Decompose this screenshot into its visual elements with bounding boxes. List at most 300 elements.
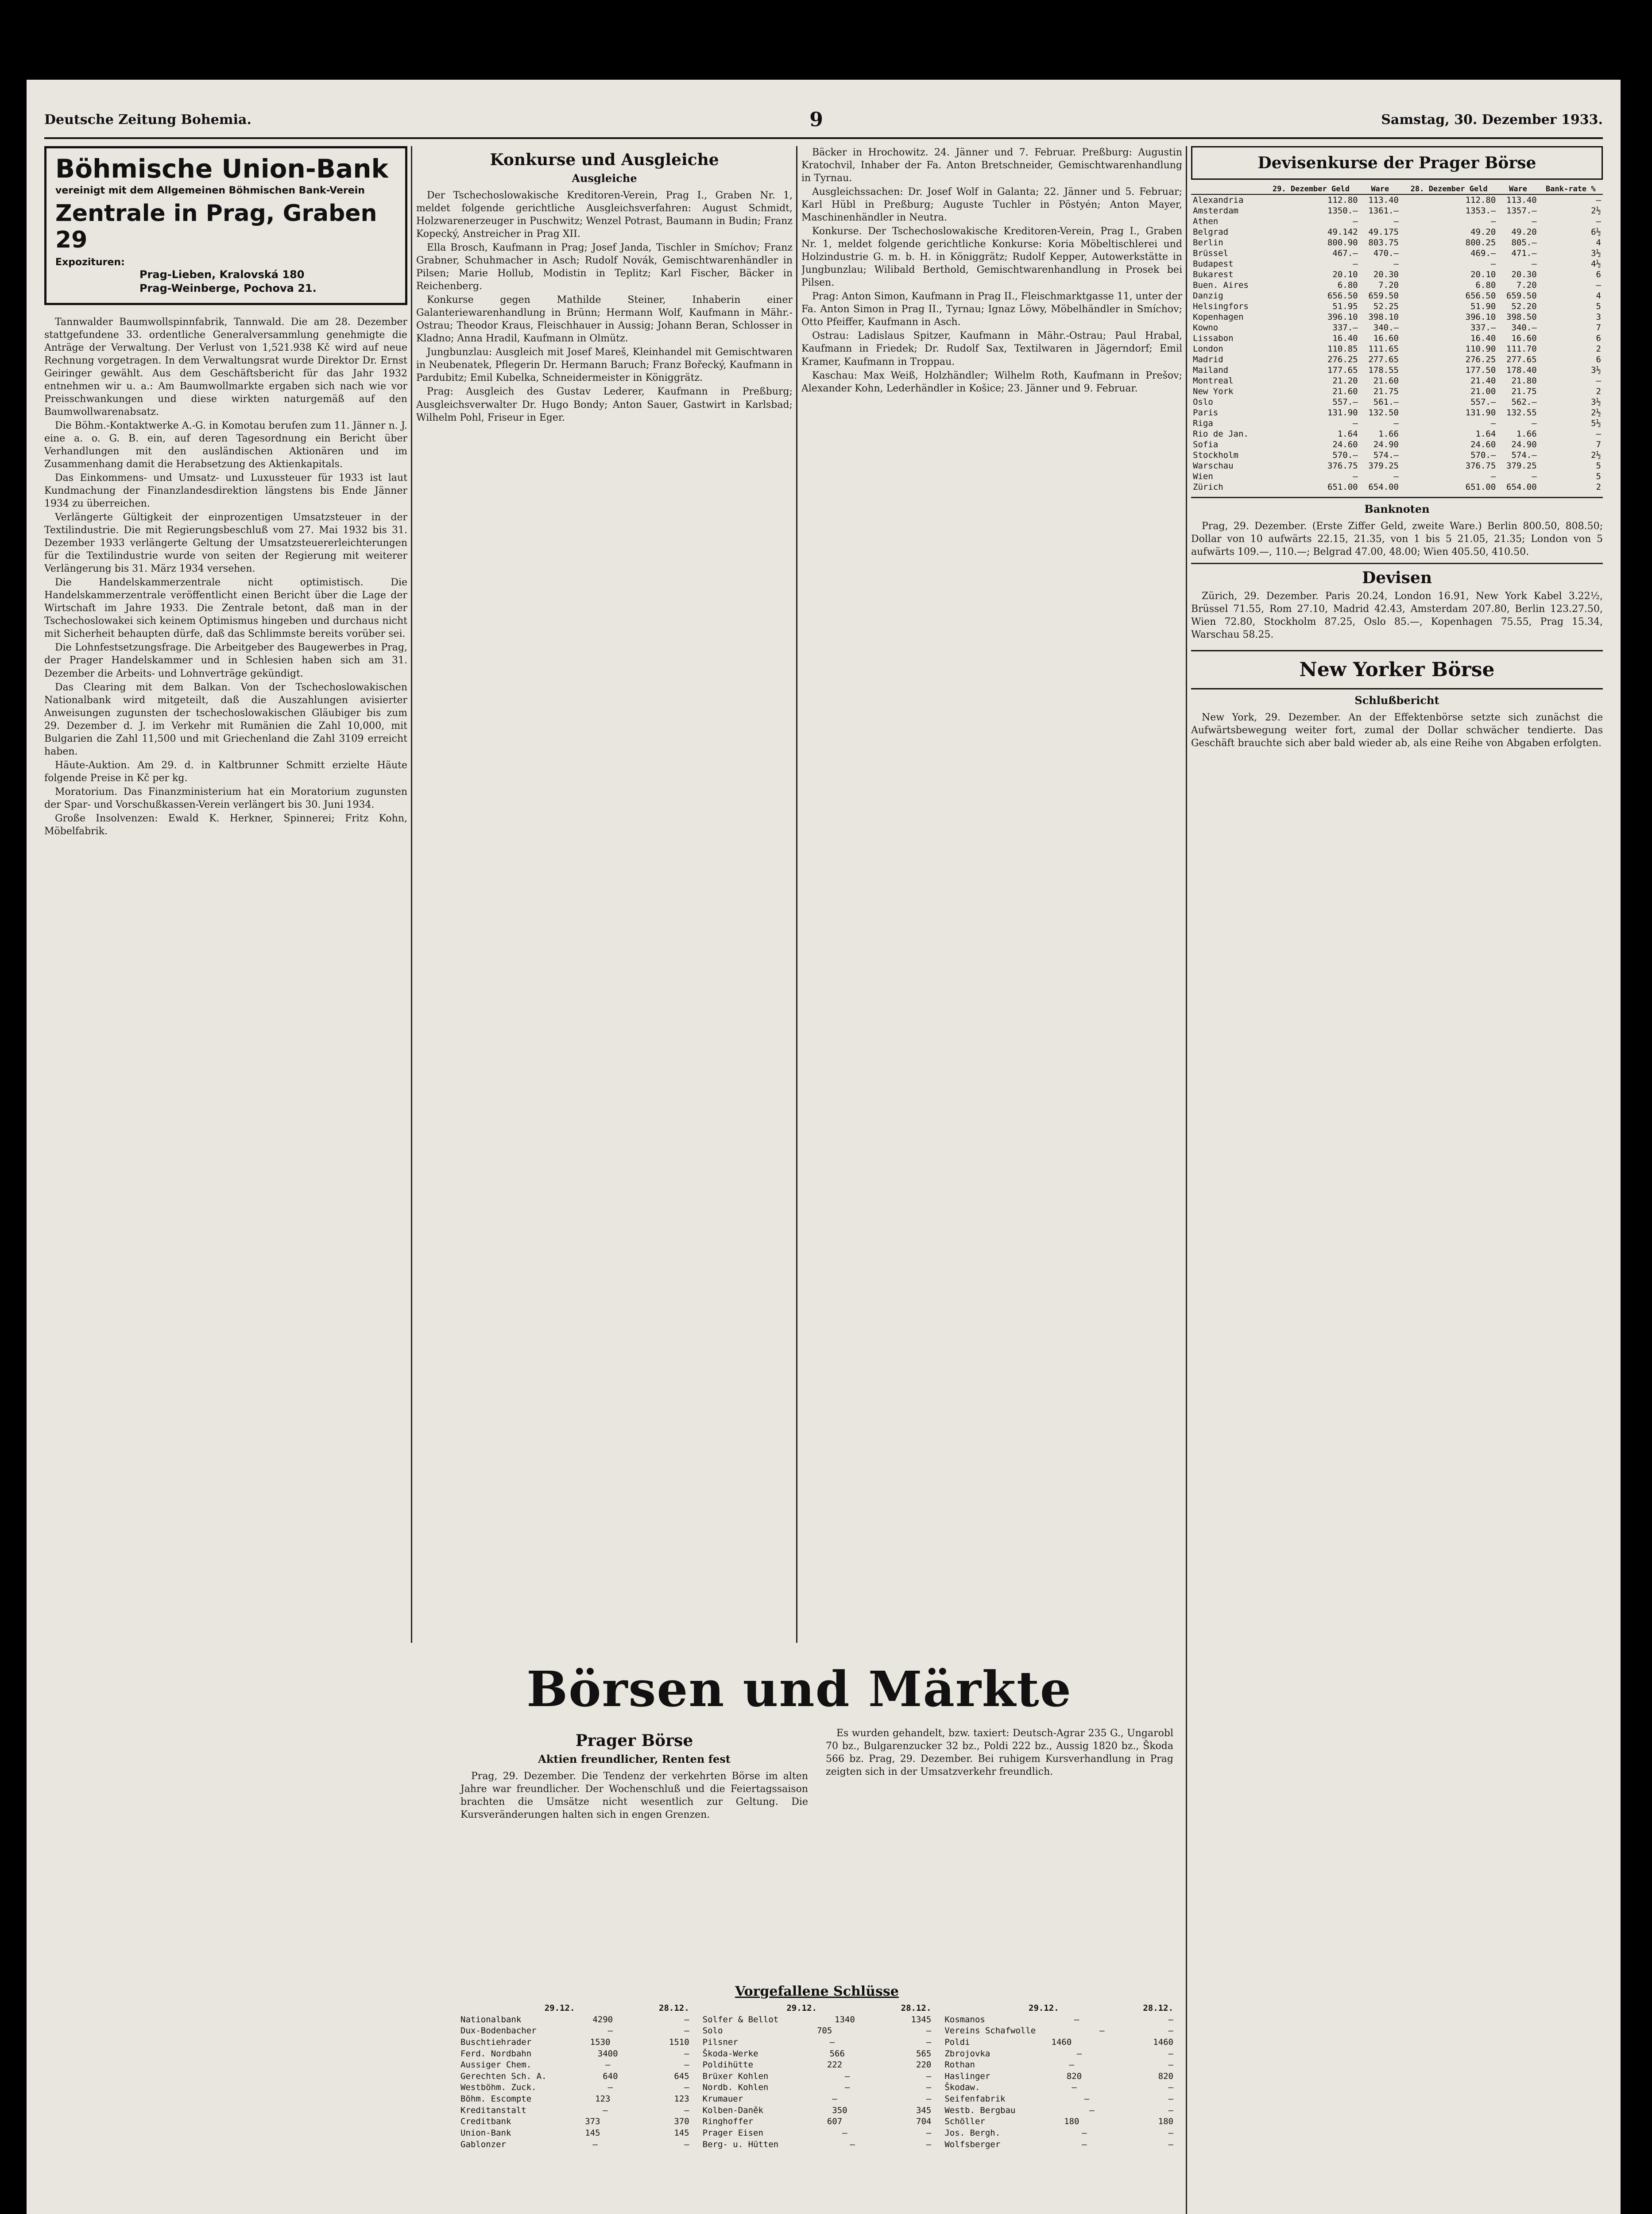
rate-cell: 557.— — [1470, 397, 1496, 407]
table-row — [1191, 205, 1603, 216]
rate-cell: 113.40 — [1368, 195, 1399, 205]
table-row — [1191, 301, 1603, 312]
rate-cell: — — [1596, 429, 1601, 439]
stock-price: — — [603, 2105, 608, 2115]
rate-cell: 470.— — [1373, 248, 1399, 258]
exchange-rates-body — [1191, 194, 1603, 492]
trade-row — [944, 2014, 1173, 2026]
stock-price: 607 — [827, 2117, 843, 2127]
rate-cell: 1.66 — [1378, 429, 1399, 439]
rate-cell: 131.90 — [1465, 408, 1496, 418]
article-paragraph: Es wurden gehandelt, bzw. taxiert: Deutsch-Agrar 235 G., Ungarobl 70 bz., Bulgarenzucker 32 bz., Poldi 222 bz., Aussig 1820 bz., Škoda 566 bz. Prag, 29. Dezember. Bei ruhigem Kursverhandlung in Prag zeigten sich in der Umsatzverkehr freundlich. — [826, 1728, 1173, 1778]
prager-right-column — [826, 1727, 1173, 1822]
table-row — [1191, 259, 1603, 269]
table-row — [1191, 280, 1603, 290]
rate-cell: 49.142 — [1327, 227, 1358, 237]
rate-cell: 7 — [1596, 323, 1601, 333]
rate-cell: 20.10 — [1470, 270, 1496, 279]
prager-exchange-grid — [460, 1727, 1173, 1822]
exchange-rates-table — [1191, 184, 1603, 492]
trade-row — [460, 2082, 689, 2094]
stock-price: — — [1089, 2105, 1095, 2115]
article-paragraph: Ausgleichssachen: Dr. Josef Wolf in Galanta; 22. Jänner und 5. Februar; Karl Hübl in Preßburg; Auguste Tuchler in Pöstyén; Anton Mayer, Maschinenhändler in Neutra. — [801, 186, 1182, 224]
stock-price: 370 — [674, 2117, 689, 2127]
table-row — [1191, 237, 1603, 248]
trade-row — [703, 2037, 932, 2048]
stock-price: — — [926, 2139, 932, 2149]
stock-price: — — [1168, 2048, 1173, 2059]
rate-cell: 7.20 — [1516, 280, 1537, 290]
rate-cell: 803.75 — [1368, 238, 1399, 248]
stock-price: — — [1168, 2060, 1173, 2070]
table-header-row — [1191, 184, 1603, 194]
trade-row — [944, 2071, 1173, 2082]
trades-column — [460, 2003, 689, 2150]
trade-row — [460, 2048, 689, 2060]
trade-row — [460, 2094, 689, 2105]
stock-name: Zbrojovka — [944, 2048, 990, 2059]
stock-name: Nordb. Kohlen — [702, 2082, 769, 2093]
currency-name: Athen — [1193, 217, 1219, 226]
stock-price: — — [1168, 2139, 1173, 2149]
stock-price: — — [1069, 2060, 1074, 2070]
stock-price: — — [1168, 2026, 1173, 2036]
trades-section — [460, 1984, 1173, 2150]
currency-name: Sofia — [1193, 440, 1219, 449]
column-divider — [1186, 146, 1187, 2214]
rate-cell: 24.90 — [1511, 440, 1537, 449]
stock-price: — — [684, 2105, 689, 2115]
stock-name: Böhm. Escompte — [460, 2094, 532, 2104]
stock-price: — — [842, 2128, 847, 2138]
stock-price: 704 — [916, 2117, 932, 2127]
stock-price: 1340 — [835, 2014, 855, 2024]
trade-row — [703, 2128, 932, 2139]
rate-cell: 2 — [1596, 482, 1601, 492]
article-paragraph: Bäcker in Hrochowitz. 24. Jänner und 7. Februar. Preßburg: Augustin Kratochvil, Inhaber der Fa. Anton Bretschneider, Gemischtwarenhandlung in Tyrnau. — [801, 147, 1182, 184]
article-paragraph: Der Tschechoslowakische Kreditoren-Verein, Prag I., Graben Nr. 1, meldet folgende gerichtliche Ausgleichsverfahren: August Schmidt, Holzwarenerzeuger in Puschwitz; Wenzel Potrast, Baumann in Budin; Franz Kopecký, Anstreicher in Prag XII. — [416, 190, 793, 240]
table-row — [1191, 194, 1603, 205]
rate-cell: 6 — [1596, 270, 1601, 279]
stock-name: Škodaw. — [944, 2082, 980, 2093]
rate-cell: — — [1532, 259, 1537, 269]
table-row — [1191, 397, 1603, 407]
trade-row — [460, 2014, 689, 2026]
rate-cell: 49.175 — [1368, 227, 1399, 237]
stock-price: 123 — [595, 2094, 611, 2104]
table-row — [1191, 227, 1603, 237]
rate-cell: 467.— — [1332, 248, 1358, 258]
trades-header-cell: 29.12. — [544, 2003, 575, 2013]
trade-row — [944, 2128, 1173, 2139]
article-paragraph: Prag, 29. Dezember. Die Tendenz der verkehrten Börse im alten Jahre war freundlicher. Der Wochenschluß und die Feiertagssaison brachten die Umsätze nicht wesentlich zur Geltung. Die Kursveränderungen halten sich in engen Grenzen. — [460, 1771, 808, 1821]
rate-cell: 376.75 — [1465, 461, 1496, 471]
stock-price: 345 — [916, 2105, 932, 2115]
economic-news — [44, 316, 407, 838]
rate-cell: 379.25 — [1368, 461, 1399, 471]
article-paragraph: Das Clearing mit dem Balkan. Von der Tschechoslowakischen Nationalbank wird mitgeteilt, daß die Auszahlungen avisierter Anweisungen zugunsten der tschechoslowakischen Gläubiger bis zum 29. Dezember d. J. im Verkehr mit Rumänien die Zahl 10,000, mit Bulgarien die Zahl 11,500 und mit Griechenland die Zahl 3109 erreicht haben. — [44, 681, 407, 757]
stock-price: 705 — [816, 2026, 832, 2036]
rate-cell: 20.30 — [1373, 270, 1399, 279]
table-row — [1191, 322, 1603, 333]
insolvency-listings — [416, 189, 793, 424]
currency-name: New York — [1193, 387, 1234, 396]
stock-price: 3400 — [597, 2048, 618, 2059]
trade-row — [703, 2116, 932, 2128]
stock-price: 645 — [674, 2071, 689, 2081]
stock-price: — — [684, 2014, 689, 2024]
rate-cell: — — [1353, 418, 1358, 428]
stock-price: — — [1082, 2139, 1087, 2149]
rate-cell: — — [1353, 472, 1358, 481]
rate-cell: — — [1393, 259, 1399, 269]
trades-header-row — [703, 2003, 932, 2014]
rate-cell: 2½ — [1591, 450, 1601, 460]
section-title: Konkurse und Ausgleiche — [490, 151, 719, 169]
trade-row — [460, 2116, 689, 2128]
rate-cell: 574.— — [1373, 450, 1399, 460]
newspaper-page — [27, 80, 1621, 2214]
table-row — [1191, 248, 1603, 259]
rate-cell: 177.65 — [1327, 365, 1358, 375]
rate-cell: 337.— — [1470, 323, 1496, 333]
rate-cell: 1350.— — [1327, 206, 1358, 216]
stock-price: 1345 — [911, 2014, 932, 2024]
banknotes-title: Banknoten — [1364, 503, 1430, 515]
column-2 — [416, 146, 793, 1643]
stock-price: — — [926, 2071, 932, 2081]
rate-cell: 7.20 — [1378, 280, 1399, 290]
rate-cell: 24.90 — [1373, 440, 1399, 449]
article-paragraph: Häute-Auktion. Am 29. d. in Kaltbrunner Schmitt erzielte Häute folgende Preise in Kč per kg. — [44, 759, 407, 784]
rate-cell: 6 — [1596, 355, 1601, 364]
prager-left-column — [460, 1727, 808, 1822]
article-paragraph: Das Einkommens- und Umsatz- und Luxussteuer für 1933 ist laut Kundmachung der Finanzlandesdirektion längstens bis Ende Jänner 1934 zu überreichen. — [44, 472, 407, 510]
stock-name: Westb. Bergbau — [944, 2105, 1016, 2115]
stock-name: Krumauer — [702, 2094, 743, 2104]
article-paragraph: Zürich, 29. Dezember. Paris 20.24, London 16.91, New York Kabel 3.22½, Brüssel 71.55, Rom 27.10, Madrid 42.43, Amsterdam 207.80, Berlin 123.27.50, Wien 72.80, Stockholm 87.25, Oslo 85.—, Kopenhagen 75.55, Prag 15.34, Warschau 58.25. — [1191, 591, 1603, 641]
markets-title: Börsen und Märkte — [526, 1660, 1072, 1718]
rate-cell: 276.25 — [1465, 355, 1496, 364]
section-subtitle: Ausgleiche — [572, 172, 637, 185]
trade-row — [460, 2037, 689, 2048]
stock-name: Haslinger — [944, 2071, 990, 2081]
rate-cell: 52.25 — [1373, 302, 1399, 311]
rate-cell: 398.50 — [1506, 312, 1537, 322]
trade-row — [460, 2105, 689, 2117]
stock-price: — — [607, 2082, 613, 2093]
stock-price: — — [1168, 2094, 1173, 2104]
column-divider — [411, 146, 412, 1643]
currency-name: Amsterdam — [1193, 206, 1238, 216]
trades-grid — [460, 2003, 1173, 2150]
currency-name: Bukarest — [1193, 270, 1234, 279]
stock-name: Poldihütte — [702, 2060, 754, 2070]
rate-cell: 379.25 — [1506, 461, 1537, 471]
rate-cell: 277.65 — [1506, 355, 1537, 364]
stock-price: 373 — [585, 2117, 600, 2127]
issue-date: Samstag, 30. Dezember 1933. — [1381, 112, 1603, 128]
trades-column — [703, 2003, 932, 2150]
table-row — [1191, 312, 1603, 322]
ad-branches — [139, 268, 396, 295]
rate-cell: 469.— — [1470, 248, 1496, 258]
prager-report — [460, 1770, 808, 1821]
trade-row — [703, 2025, 932, 2037]
article-paragraph: Tannwalder Baumwollspinnfabrik, Tannwald. Die am 28. Dezember stattgefundene 33. ordentliche Generalversammlung genehmigte die Anträge der Verwaltung. Der Verlust von 1,521.938 Kč wird auf neue Rechnung vorgetragen. In dem Verwaltungsrat wurde Direktor Dr. Ernst Geiringer gewählt. Aus dem Geschäftsbericht für das Jahr 1932 entnehmen wir u. a.: Am Baumwollmarkte ergaben sich nach wie vor Preisschwankungen und diese wirkten naturgemäß auf den Baumwollwarenabsatz. — [44, 316, 407, 418]
rate-cell: — — [1532, 217, 1537, 226]
rate-cell: 3½ — [1591, 365, 1601, 375]
stock-price: 1460 — [1153, 2037, 1173, 2047]
stock-name: Kreditanstalt — [460, 2105, 526, 2115]
stock-price: — — [926, 2026, 932, 2036]
table-header-cell: 28. Dezember Geld — [1401, 184, 1497, 194]
bank-advertisement — [44, 146, 407, 305]
article-paragraph: Konkurse. Der Tschechoslowakische Kreditoren-Verein, Prag I., Graben Nr. 1, meldet folgende gerichtliche Konkurse: Koria Möbeltischlerei und Holzindustrie G. m. b. H. in Königgrätz; Rudolf Kepper, Autowerkstätte in Jungbunzlau; Wilibald Berthold, Gemischtwarenhandlung in Prosek bei Pilsen. — [801, 226, 1182, 289]
currency-name: Oslo — [1193, 397, 1213, 407]
rate-cell: 398.10 — [1368, 312, 1399, 322]
ad-branch: Prag-Weinberge, Pochova 21. — [139, 282, 317, 295]
stock-price: 566 — [829, 2048, 845, 2059]
rate-cell: 49.20 — [1511, 227, 1537, 237]
currency-name: Mailand — [1193, 365, 1229, 375]
rate-cell: 1.64 — [1337, 429, 1358, 439]
currency-name: Helsingfors — [1193, 302, 1249, 311]
article-paragraph: Kaschau: Max Weiß, Holzhändler; Wilhelm Roth, Kaufmann in Prešov; Alexander Kohn, Lederhändler in Košice; 23. Jänner und 9. Februar. — [801, 370, 1182, 394]
rate-cell: 178.40 — [1506, 365, 1537, 375]
trade-row — [944, 2059, 1173, 2071]
stock-price: 1530 — [590, 2037, 611, 2047]
divider — [1191, 497, 1603, 498]
article-paragraph: Die Handelskammerzentrale nicht optimistisch. Die Handelskammerzentrale veröffentlicht einen Bericht über die Lage der Wirtschaft im Jahre 1933. Die Zentrale betont, daß man in der Tschechoslowakei sich keinem Optimismus hingeben und durchaus nicht mit Sicherheit behaupten dürfe, daß das Schlimmste bereits vorüber sei. — [44, 577, 407, 640]
article-paragraph: Verlängerte Gültigkeit der einprozentigen Umsatzsteuer in der Textilindustrie. Die mit Regierungsbeschluß vom 27. Mai 1932 bis 31. Dezember 1933 verlängerte Geltung der Umsatzsteuererleichterungen für die Textilindustrie wurde von seiten der Regierung mit weiterer Verlängerung bis 31. März 1934 versehen. — [44, 512, 407, 575]
trade-row — [703, 2071, 932, 2082]
rate-cell: 800.25 — [1465, 238, 1496, 248]
rate-cell: 24.60 — [1332, 440, 1358, 449]
rate-cell: 659.50 — [1368, 291, 1399, 301]
trade-row — [944, 2082, 1173, 2094]
rate-cell: 111.70 — [1506, 344, 1537, 354]
currency-name: Madrid — [1193, 355, 1223, 364]
article-paragraph: Konkurse gegen Mathilde Steiner, Inhaberin einer Galanteriewarenhandlung in Brünn; Hermann Wolf, Kaufmann in Mähr.-Ostrau; Theodor Kraus, Fleischhauer in Aussig; Johann Beran, Schlosser in Kladno; Anna Hradil, Kaufmann in Olmütz. — [416, 294, 793, 344]
table-row — [1191, 461, 1603, 471]
rate-cell: 340.— — [1373, 323, 1399, 333]
trade-row — [944, 2139, 1173, 2151]
table-row — [1191, 344, 1603, 354]
devisen-title: Devisen — [1362, 569, 1432, 588]
ny-exchange-subtitle: Schlußbericht — [1354, 694, 1439, 707]
rate-cell: — — [1393, 472, 1399, 481]
rate-cell: 376.75 — [1327, 461, 1358, 471]
rate-cell: 561.— — [1373, 397, 1399, 407]
currency-name: Wien — [1193, 472, 1213, 481]
rate-cell: 277.65 — [1368, 355, 1399, 364]
stock-name: Westböhm. Zuck. — [460, 2082, 537, 2093]
stock-name: Prager Eisen — [702, 2128, 763, 2138]
stock-name: Pilsner — [702, 2037, 738, 2047]
stock-name: Berg- u. Hütten — [702, 2139, 779, 2149]
article-paragraph: Die Böhm.-Kontaktwerke A.-G. in Komotau berufen zum 11. Jänner n. J. eine a. o. G. B. ein, auf deren Tagesordnung ein Bericht über Verhandlungen mit den ausländischen Aktionären und im Zusammenhang damit die Herabsetzung des Aktienkapitals. — [44, 420, 407, 470]
article-paragraph: Große Insolvenzen: Ewald K. Herkner, Spinnerei; Fritz Kohn, Möbelfabrik. — [44, 813, 407, 837]
stock-price: — — [592, 2139, 598, 2149]
rate-cell: 6 — [1596, 333, 1601, 343]
stock-name: Dux-Bodenbacher — [460, 2026, 537, 2036]
trades-header-cell: 28.12. — [901, 2003, 932, 2013]
stock-price: 145 — [674, 2128, 689, 2138]
trade-row — [703, 2139, 932, 2151]
stock-name: Ferd. Nordbahn — [460, 2048, 532, 2059]
stock-price: — — [850, 2139, 855, 2149]
rate-cell: 4 — [1596, 291, 1601, 301]
stock-name: Rothan — [944, 2060, 975, 2070]
rate-cell: — — [1490, 472, 1496, 481]
rate-cell: 2½ — [1591, 206, 1601, 216]
rate-cell: 21.00 — [1470, 387, 1496, 396]
stock-price: — — [684, 2060, 689, 2070]
rate-cell: 396.10 — [1465, 312, 1496, 322]
currency-name: Rio de Jan. — [1193, 429, 1249, 439]
rate-cell: — — [1353, 259, 1358, 269]
table-header-cell — [1191, 184, 1262, 194]
rate-cell: 276.25 — [1327, 355, 1358, 364]
stock-price: — — [1074, 2014, 1079, 2024]
rate-cell: 51.95 — [1332, 302, 1358, 311]
rate-cell: 557.— — [1332, 397, 1358, 407]
rate-cell: 5 — [1596, 472, 1601, 481]
trades-title: Vorgefallene Schlüsse — [735, 1984, 899, 1999]
stock-price: 145 — [585, 2128, 600, 2138]
stock-name: Nationalbank — [460, 2014, 522, 2024]
rate-cell: — — [1596, 280, 1601, 290]
rate-cell: 1357.— — [1506, 206, 1537, 216]
stock-price: — — [926, 2094, 932, 2104]
stock-price: — — [684, 2048, 689, 2059]
rate-cell: 6.80 — [1475, 280, 1496, 290]
article-paragraph: Moratorium. Das Finanzministerium hat ein Moratorium zugunsten der Spar- und Vorschußkassen-Verein verlängert bis 30. Juni 1934. — [44, 786, 407, 810]
stock-price: — — [684, 2082, 689, 2093]
rate-cell: 5 — [1596, 461, 1601, 471]
rate-cell: 177.50 — [1465, 365, 1496, 375]
rate-cell: 6.80 — [1337, 280, 1358, 290]
rate-cell: 111.65 — [1368, 344, 1399, 354]
stock-price: 123 — [674, 2094, 689, 2104]
rate-cell: 20.30 — [1511, 270, 1537, 279]
trades-column — [944, 2003, 1173, 2150]
rate-cell: 3½ — [1591, 248, 1601, 258]
table-row — [1191, 429, 1603, 439]
rate-cell: — — [1393, 418, 1399, 428]
stock-name: Solfer & Bellot — [702, 2014, 779, 2024]
divider — [1191, 563, 1603, 564]
rate-cell: 6½ — [1591, 227, 1601, 237]
rate-cell: 340.— — [1511, 323, 1537, 333]
rate-cell: 21.60 — [1332, 387, 1358, 396]
trade-row — [944, 2025, 1173, 2037]
currency-name: Berlin — [1193, 238, 1223, 248]
rate-cell: — — [1490, 217, 1496, 226]
stock-name: Gerechten Sch. A. — [460, 2071, 547, 2081]
stock-price: — — [1168, 2128, 1173, 2138]
currency-name: Buen. Aires — [1193, 280, 1249, 290]
prager-title: Prager Börse — [575, 1731, 693, 1750]
stock-price: — — [926, 2037, 932, 2047]
ad-branch: Prag-Lieben, Kralovská 180 — [139, 268, 305, 281]
currency-name: Paris — [1193, 408, 1219, 418]
devisen-text — [1191, 590, 1603, 641]
currency-name: Warschau — [1193, 461, 1234, 471]
rate-cell: 112.80 — [1465, 195, 1496, 205]
rate-cell: 24.60 — [1470, 440, 1496, 449]
stock-name: Gablonzer — [460, 2139, 506, 2149]
ad-expositur-label: Expozituren: — [55, 257, 125, 268]
rate-cell: 7 — [1596, 440, 1601, 449]
rate-cell: 570.— — [1332, 450, 1358, 460]
rate-cell: 337.— — [1332, 323, 1358, 333]
stock-price: — — [1168, 2105, 1173, 2115]
rate-cell: 396.10 — [1327, 312, 1358, 322]
page-header — [44, 106, 1603, 133]
page-number: 9 — [809, 108, 823, 131]
rate-cell: — — [1490, 418, 1496, 428]
rate-cell: 132.50 — [1368, 408, 1399, 418]
stock-price: 640 — [603, 2071, 618, 2081]
rate-cell: 21.80 — [1511, 376, 1537, 386]
stock-price: 565 — [916, 2048, 932, 2059]
trade-row — [703, 2048, 932, 2060]
table-row — [1191, 375, 1603, 386]
trade-row — [460, 2071, 689, 2082]
rate-cell: 16.60 — [1373, 333, 1399, 343]
table-row — [1191, 482, 1603, 492]
table-row — [1191, 365, 1603, 375]
table-row — [1191, 290, 1603, 301]
trade-row — [460, 2059, 689, 2071]
article-paragraph: Prag: Ausgleich des Gustav Lederer, Kaufmann in Preßburg; Ausgleichsverwalter Dr. Hugo Bondy; Anton Sauer, Gastwirt in Karlsbad; Wilhelm Pohl, Friseur in Eger. — [416, 386, 793, 423]
table-header-cell: Ware — [1360, 184, 1401, 194]
stock-price: 180 — [1064, 2117, 1079, 2127]
table-header-cell: Ware — [1497, 184, 1538, 194]
rate-cell: 110.85 — [1327, 344, 1358, 354]
trade-row — [944, 2048, 1173, 2060]
stock-price: 350 — [832, 2105, 847, 2115]
table-row — [1191, 439, 1603, 450]
currency-name: Budapest — [1193, 259, 1234, 269]
rate-cell: 51.90 — [1470, 302, 1496, 311]
article-paragraph: Jungbunzlau: Ausgleich mit Josef Mareš, Kleinhandel mit Gemischtwaren in Neubenatek, Pflegerin Dr. Hermann Baruch; Franz Bořecký, Kaufmann in Pardubitz; Emil Kubelka, Schneidermeister in Königgrätz. — [416, 347, 793, 384]
stock-price: — — [844, 2071, 850, 2081]
rate-cell: 52.20 — [1511, 302, 1537, 311]
stock-price: — — [1082, 2128, 1087, 2138]
stock-name: Jos. Bergh. — [944, 2128, 1001, 2138]
rate-cell: 1.64 — [1475, 429, 1496, 439]
scan-border — [0, 0, 27, 2214]
rate-cell: 2½ — [1591, 408, 1601, 418]
stock-price: — — [684, 2139, 689, 2149]
rate-cell: 1.66 — [1516, 429, 1537, 439]
rate-cell: 113.40 — [1506, 195, 1537, 205]
article-paragraph: Ostrau: Ladislaus Spitzer, Kaufmann in Mähr.-Ostrau; Paul Hrabal, Kaufmann in Friedek; Dr. Rudolf Sax, Textilwaren in Jägerndorf; Emil Kramer, Kaufmann in Troppau. — [801, 330, 1182, 368]
stock-price: 180 — [1158, 2117, 1173, 2127]
rate-cell: 570.— — [1470, 450, 1496, 460]
stock-price: — — [926, 2128, 932, 2138]
rate-cell: — — [1393, 217, 1399, 226]
rate-cell: 16.60 — [1511, 333, 1537, 343]
table-row — [1191, 354, 1603, 365]
trades-header-row — [944, 2003, 1173, 2014]
trade-row — [703, 2105, 932, 2117]
rate-cell: 21.20 — [1332, 376, 1358, 386]
rate-cell: 5 — [1596, 302, 1601, 311]
